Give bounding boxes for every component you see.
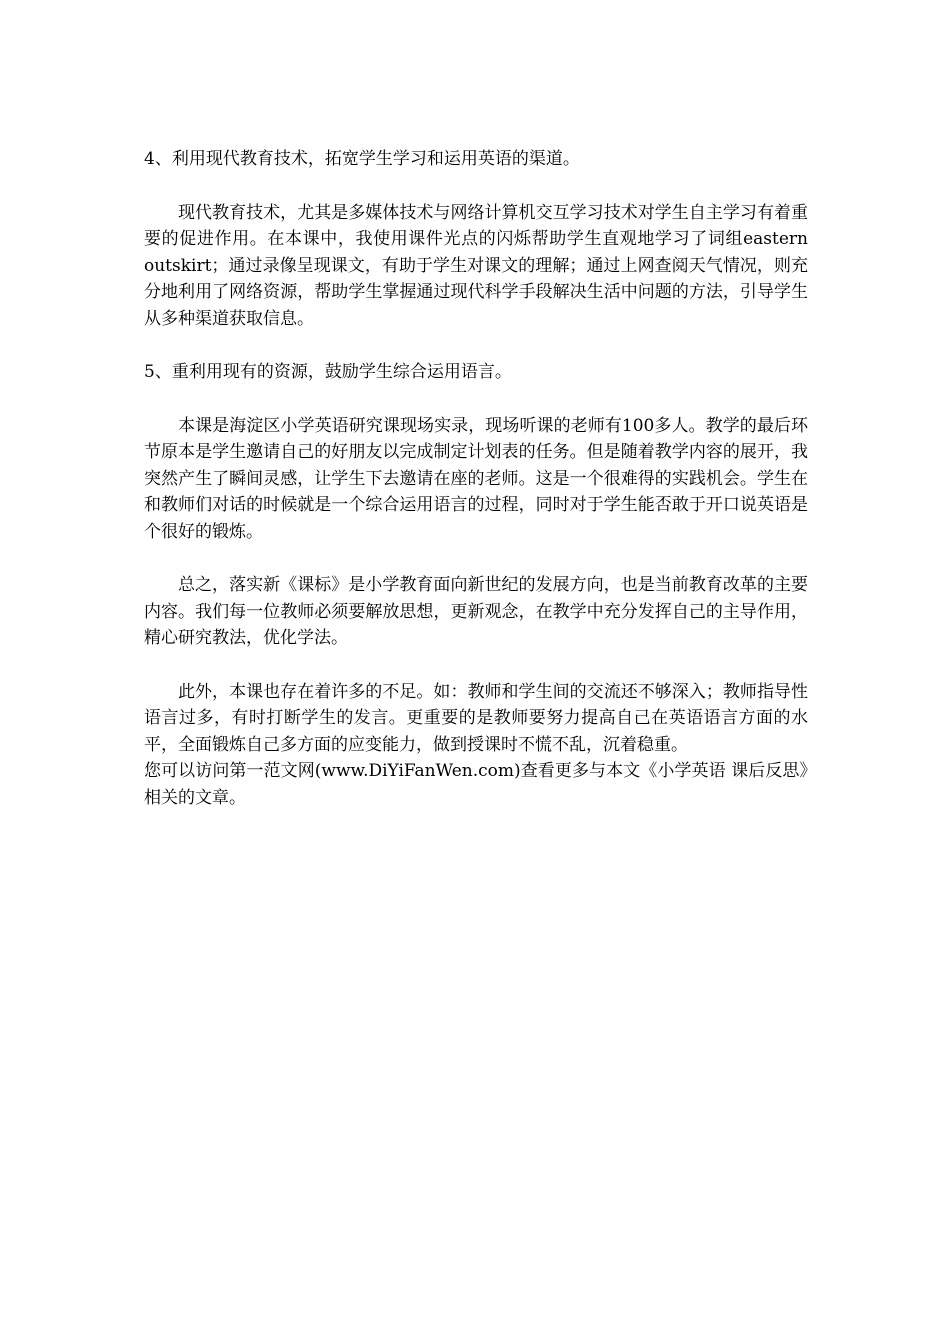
conclusion-paragraph: 总之，落实新《课标》是小学教育面向新世纪的发展方向，也是当前教育改革的主要内容。我们每一位教师必须要解放思想，更新观念，在教学中充分发挥自己的主导作用，精心研究教法，优化学法。 — [144, 575, 808, 648]
section-5-paragraph: 本课是海淀区小学英语研究课现场实录，现场听课的老师有100多人。教学的最后环节原本是学生邀请自己的好朋友以完成制定计划表的任务。但是随着教学内容的展开，我突然产生了瞬间灵感，让学生下去邀请在座的老师。这是一个很难得的实践机会。学生在和教师们对话的时候就是一个综合运用语言的过程，同时对于学生能否敢于开口说英语是个很好的锻炼。 — [144, 415, 808, 542]
document-page — [144, 146, 808, 811]
footer-note: 您可以访问第一范文网(www.DiYiFanWen.com)查看更多与本文《小学英语 课后反思》相关的文章。 — [144, 761, 808, 808]
section-5-heading: 5、重利用现有的资源，鼓励学生综合运用语言。 — [144, 362, 512, 382]
section-4-heading: 4、利用现代教育技术，拓宽学生学习和运用英语的渠道。 — [144, 149, 580, 169]
section-4-paragraph: 现代教育技术，尤其是多媒体技术与网络计算机交互学习技术对学生自主学习有着重要的促进作用。在本课中，我使用课件光点的闪烁帮助学生直观地学习了词组eastern outskirt；通过录像呈现课文，有助于学生对课文的理解；通过上网查阅天气情况，则充分地利用了网络资源，帮助学生掌握通过现代科学手段解决生活中问题的方法，引导学生从多种渠道获取信息。 — [144, 202, 808, 329]
shortcomings-paragraph: 此外，本课也存在着许多的不足。如：教师和学生间的交流还不够深入；教师指导性语言过多，有时打断学生的发言。更重要的是教师要努力提高自己在英语语言方面的水平，全面锻炼自己多方面的应变能力，做到授课时不慌不乱，沉着稳重。 — [144, 681, 808, 755]
